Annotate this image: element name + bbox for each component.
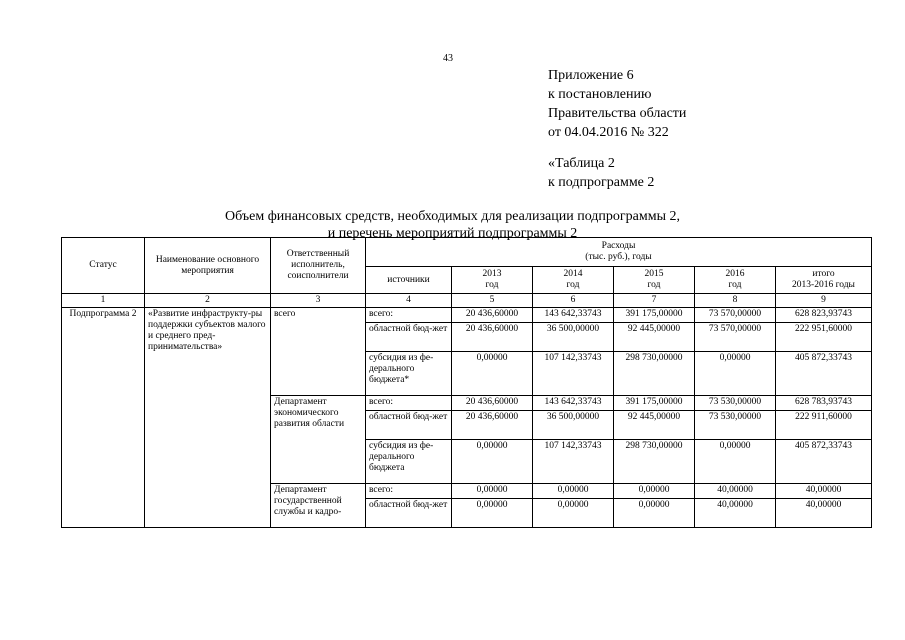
value-2016: 0,00000 [695,352,776,396]
col-number: 6 [533,294,614,308]
value-2016: 73 570,00000 [695,308,776,323]
page-number: 43 [443,53,453,64]
executor-cell: Департамент экономического развития области [271,396,366,484]
table-ref-line: «Таблица 2 [548,156,615,171]
status-cell: Подпрограмма 2 [62,308,145,528]
value-2014: 0,00000 [533,484,614,499]
header-expenses-line: Расходы [601,241,636,251]
value-2015: 0,00000 [614,484,695,499]
value-2013: 0,00000 [452,440,533,484]
appendix-block [548,66,686,142]
appendix-line: Правительства области [548,106,687,121]
value-total: 222 911,60000 [776,411,872,440]
col-number: 7 [614,294,695,308]
header-activity: Наименование основного мероприятия [145,238,271,294]
value-2014: 0,00000 [533,499,614,528]
value-2016: 40,00000 [695,499,776,528]
value-2013: 20 436,60000 [452,308,533,323]
year-label: 2015 [644,269,664,279]
value-2016: 73 530,00000 [695,411,776,440]
table-row [62,308,872,323]
col-number: 5 [452,294,533,308]
year-suffix: год [728,280,742,290]
value-total: 40,00000 [776,484,872,499]
value-2013: 20 436,60000 [452,323,533,352]
financing-table [61,237,872,528]
value-2016: 73 570,00000 [695,323,776,352]
value-2013: 0,00000 [452,484,533,499]
executor-cell: Департамент государственной службы и кадро- [271,484,366,528]
value-2015: 298 730,00000 [614,352,695,396]
value-2015: 92 445,00000 [614,411,695,440]
value-2015: 92 445,00000 [614,323,695,352]
value-total: 628 783,93743 [776,396,872,411]
activity-cell: «Развитие инфраструкту-ры поддержки субъектов малого и среднего пред-принимательства» [145,308,271,528]
source-cell: всего: [366,484,452,499]
value-total: 40,00000 [776,499,872,528]
header-year-2015 [614,267,695,294]
source-cell: всего: [366,308,452,323]
value-2013: 0,00000 [452,352,533,396]
total-period: 2013-2016 годы [792,280,855,290]
year-suffix: год [485,280,499,290]
year-suffix: год [647,280,661,290]
col-number: 1 [62,294,145,308]
value-2014: 36 500,00000 [533,323,614,352]
header-year-2014 [533,267,614,294]
header-total [776,267,872,294]
table-ref-line: к подпрограмме 2 [548,175,655,190]
col-number: 4 [366,294,452,308]
value-2013: 0,00000 [452,499,533,528]
value-2015: 0,00000 [614,499,695,528]
appendix-line: от 04.04.2016 № 322 [548,125,669,140]
source-cell: областной бюд-жет [366,499,452,528]
column-number-row [62,294,872,308]
col-number: 9 [776,294,872,308]
value-2013: 20 436,60000 [452,411,533,440]
value-2014: 107 142,33743 [533,440,614,484]
year-label: 2014 [563,269,583,279]
header-executor: Ответственный исполнитель, соисполнители [271,238,366,294]
col-number: 3 [271,294,366,308]
year-label: 2013 [482,269,502,279]
source-cell: областной бюд-жет [366,323,452,352]
title-line: Объем финансовых средств, необходимых для реализации подпрограммы 2, [225,209,680,224]
total-label: итого [812,269,835,279]
year-label: 2016 [725,269,745,279]
value-2014: 143 642,33743 [533,308,614,323]
source-cell: субсидия из фе-дерального бюджета [366,440,452,484]
source-cell: субсидия из фе-дерального бюджета* [366,352,452,396]
col-number: 2 [145,294,271,308]
value-total: 405 872,33743 [776,440,872,484]
value-2016: 73 530,00000 [695,396,776,411]
value-2013: 20 436,60000 [452,396,533,411]
value-2016: 40,00000 [695,484,776,499]
title-line: и перечень мероприятий подпрограммы 2 [327,226,578,241]
value-2015: 391 175,00000 [614,396,695,411]
value-2015: 298 730,00000 [614,440,695,484]
value-2014: 107 142,33743 [533,352,614,396]
value-2015: 391 175,00000 [614,308,695,323]
source-cell: областной бюд-жет [366,411,452,440]
header-expenses [366,238,872,267]
value-total: 222 951,60000 [776,323,872,352]
year-suffix: год [566,280,580,290]
value-2016: 0,00000 [695,440,776,484]
header-sources: источники [366,267,452,294]
appendix-line: к постановлению [548,87,652,102]
header-year-2016 [695,267,776,294]
source-cell: всего: [366,396,452,411]
value-total: 405 872,33743 [776,352,872,396]
executor-cell: всего [271,308,366,396]
header-year-2013 [452,267,533,294]
appendix-line: Приложение 6 [548,68,634,83]
value-total: 628 823,93743 [776,308,872,323]
header-status: Статус [62,238,145,294]
header-expenses-line: (тыс. руб.), годы [585,252,652,262]
value-2014: 143 642,33743 [533,396,614,411]
table-reference [548,154,654,192]
value-2014: 36 500,00000 [533,411,614,440]
col-number: 8 [695,294,776,308]
